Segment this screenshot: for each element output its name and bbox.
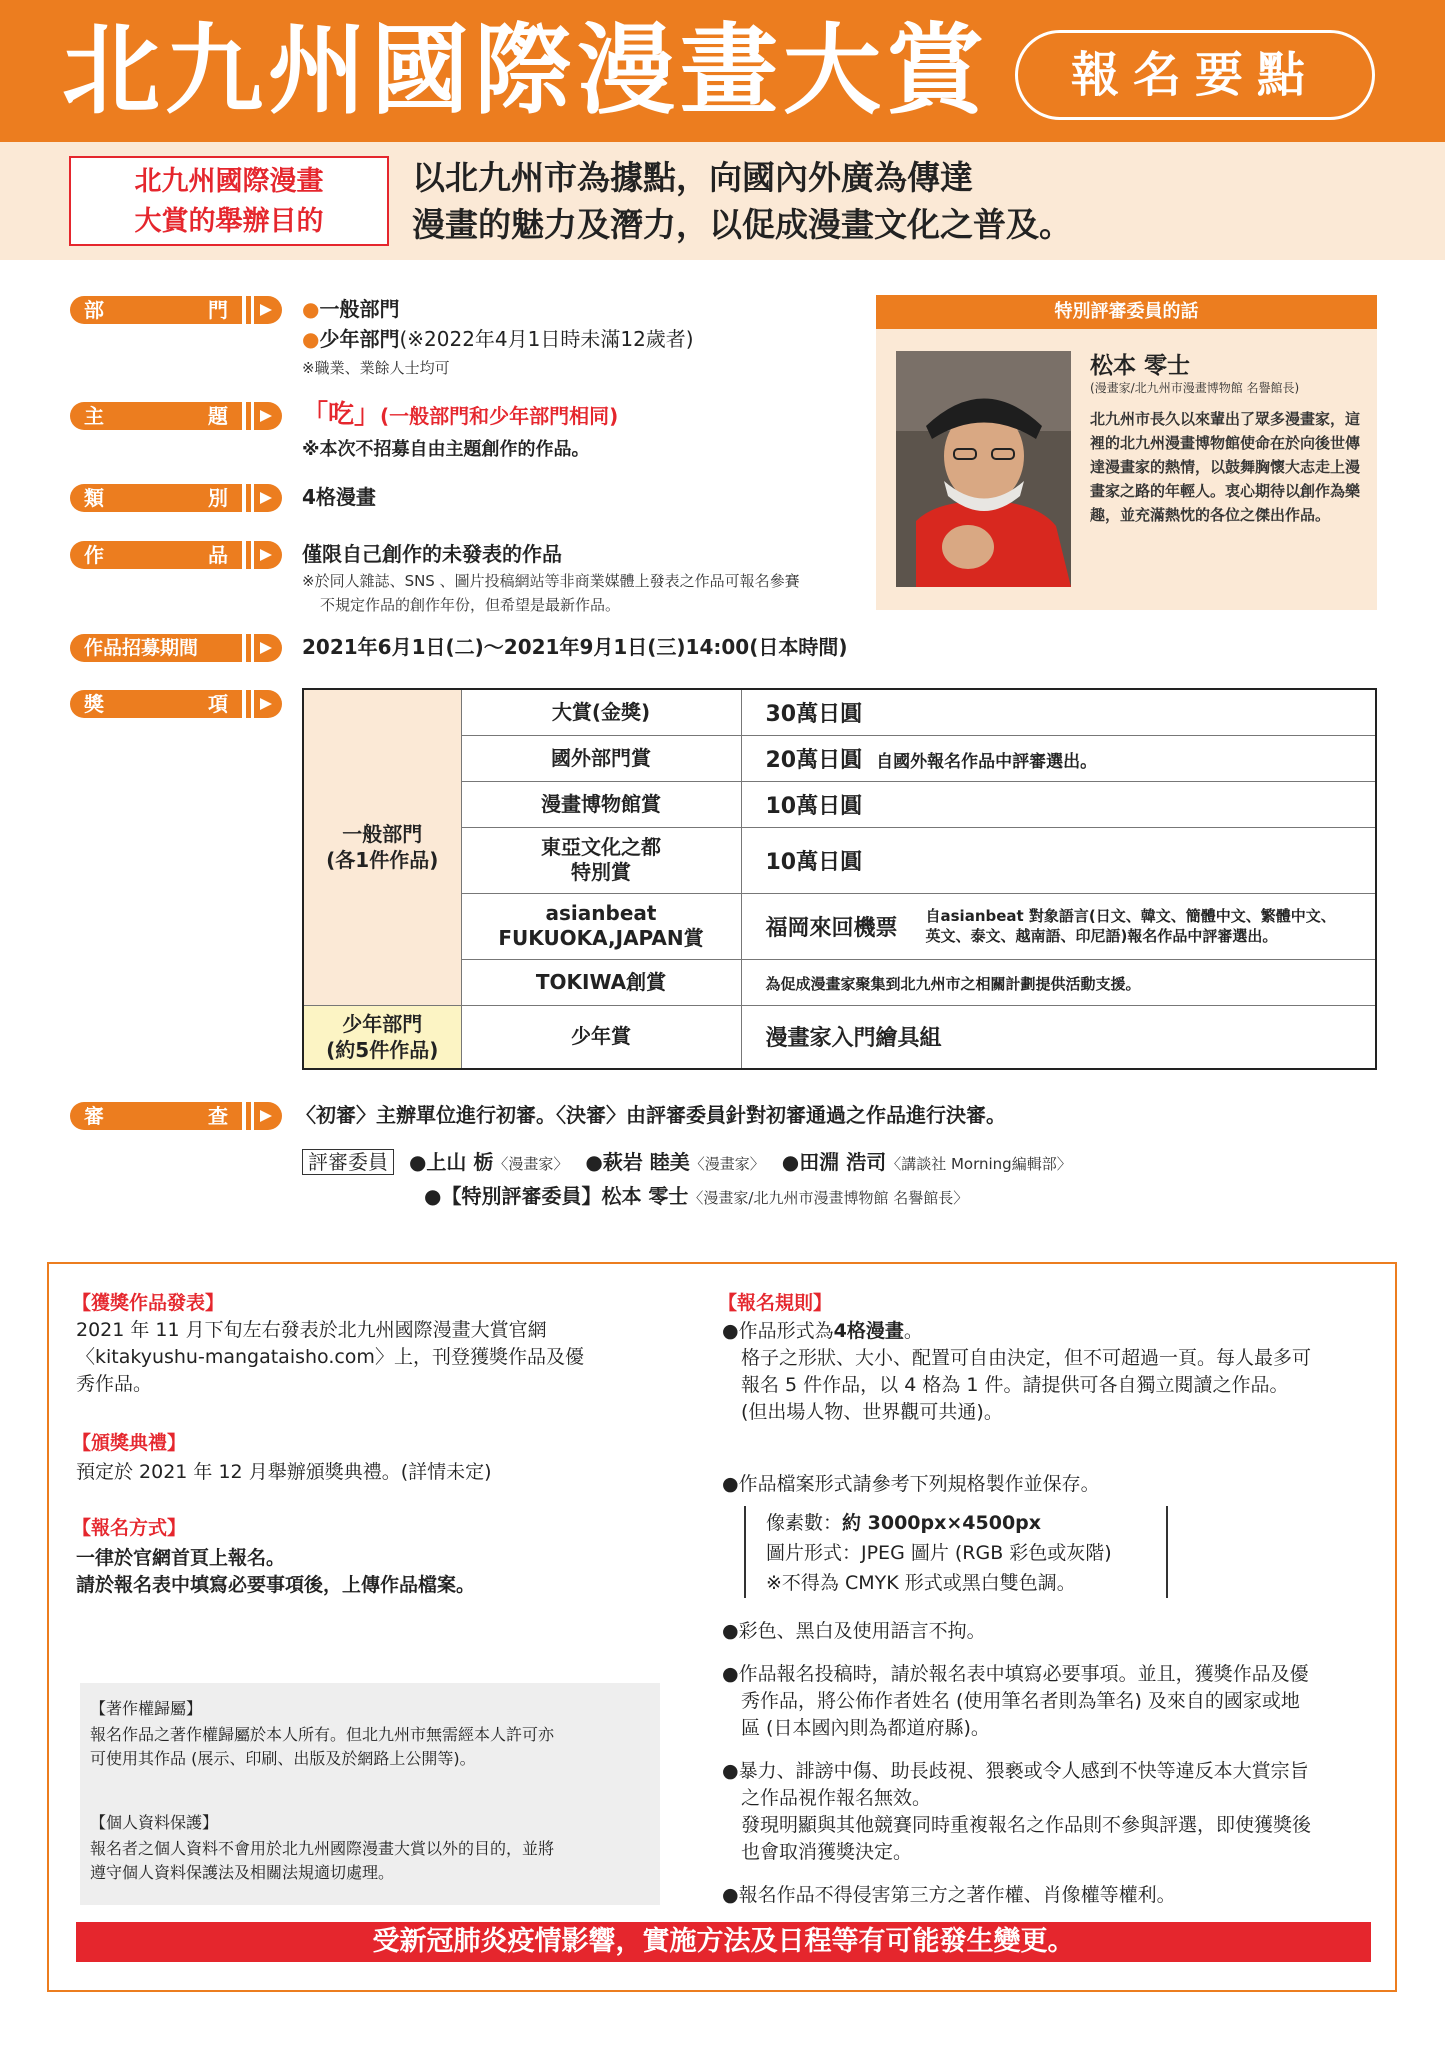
rule-6: ●報名作品不得侵害第三方之著作權、肖像權等權利。 — [722, 1884, 1176, 1906]
award-name: 東亞文化之都 特別賞 — [461, 827, 741, 893]
theme-word-note: (一般部門和少年部門相同) — [380, 404, 619, 428]
prize-value: 10萬日圓 — [741, 781, 1376, 827]
spec-box — [744, 1506, 1168, 1598]
prize-value: 20萬日圓 自國外報名作品中評審選出。 — [741, 735, 1376, 781]
header-banner — [0, 0, 1445, 142]
panel-heading: 特別評審委員的話 — [876, 295, 1377, 329]
announce-title: 【獲獎作品發表】 — [72, 1292, 225, 1314]
prize-value: 10萬日圓 — [741, 827, 1376, 893]
purpose-text-line1: 以北九州市為據點，向國內外廣為傳達 — [412, 158, 973, 197]
header-pill-badge: 報名要點 — [1015, 30, 1375, 120]
arrow-right-icon — [254, 541, 282, 569]
arrow-right-icon — [254, 1102, 282, 1130]
privacy-title: 【個人資料保護】 — [90, 1813, 219, 1832]
special-judge-panel — [876, 295, 1377, 610]
table-row — [303, 1005, 1376, 1069]
rules-title: 【報名規則】 — [718, 1292, 833, 1314]
rule-4: ●作品報名投稿時，請於報名表中填寫必要事項。並且，獲獎作品及優 秀作品，將公佈作者姓名 (使用筆名者則為筆名) 及來自的國家或地 區 (日本國內則為都道府縣)。 — [722, 1663, 1309, 1739]
purpose-label-box — [69, 156, 389, 246]
copyright-line2: 可使用其作品 (展示、印刷、出版及於網路上公開等)。 — [90, 1749, 476, 1768]
review-text: 〈初審〉主辦單位進行初審。〈決審〉由評審委員針對初審通過之作品進行決審。 — [296, 1103, 1006, 1127]
covid-warning-banner: 受新冠肺炎疫情影響，實施方法及日程等有可能發生變更。 — [76, 1922, 1371, 1962]
arrow-right-icon — [254, 296, 282, 324]
award-name: 少年賞 — [461, 1005, 741, 1069]
arrow-right-icon — [254, 402, 282, 430]
label-theme: 主 題 — [70, 402, 280, 430]
privacy-line1: 報名者之個人資料不會用於北九州國際漫畫大賞以外的目的，並將 — [90, 1839, 555, 1858]
prize-note: 為促成漫畫家聚集到北九州市之相關計劃提供活動支援。 — [765, 974, 1141, 993]
judges-label: 評審委員 — [302, 1149, 394, 1175]
award-name: 國外部門賞 — [461, 735, 741, 781]
prize-table — [302, 688, 1377, 1070]
main-title: 北九州國際漫畫大賞 — [62, 14, 990, 128]
method-text: 一律於官網首頁上報名。 請於報名表中填寫必要事項後，上傳作品檔案。 — [76, 1547, 476, 1596]
arrow-right-icon — [254, 690, 282, 718]
table-row — [303, 689, 1376, 735]
label-department: 部 門 — [70, 296, 280, 324]
period-value: 2021年6月1日(二)～2021年9月1日(三)14:00(日本時間) — [302, 635, 848, 659]
department-youth-note: (※2022年4月1日時未滿12歲者) — [399, 327, 694, 351]
arrow-right-icon — [254, 484, 282, 512]
prize-note: 自國外報名作品中評審選出。 — [876, 751, 1098, 772]
label-type: 類 別 — [70, 484, 280, 512]
work-value: 僅限自己創作的未發表的作品 — [302, 542, 562, 566]
work-note1: ※於同人雜誌、SNS 、圖片投稿網站等非商業媒體上發表之作品可報名參賽 — [302, 572, 800, 590]
rule-5: ●暴力、誹謗中傷、助長歧視、猥褻或令人感到不快等違反本大賞宗旨 之作品視作報名無效。 發現明顯與其他競賽同時重複報名之作品則不參與評選，即使獲獎後 也會取消獲獎決定。 — [722, 1760, 1312, 1863]
portrait-illustration-icon — [896, 351, 1071, 587]
copyright-title: 【著作權歸屬】 — [90, 1699, 203, 1718]
purpose-label-line1: 北九州國際漫畫 — [134, 166, 324, 197]
privacy-line2: 遵守個人資料保護法及相關法規適切處理。 — [90, 1863, 395, 1882]
table-row — [303, 735, 1376, 781]
table-row — [303, 893, 1376, 959]
copyright-line1: 報名作品之著作權歸屬於本人所有。但北九州市無需經本人許可亦 — [90, 1725, 555, 1744]
label-work: 作 品 — [70, 541, 280, 569]
department-general: ●一般部門 — [302, 297, 400, 321]
award-name: 大賞(金獎) — [461, 689, 741, 735]
prize-value: 漫畫家入門繪具組 — [741, 1005, 1376, 1069]
award-name: asianbeat FUKUOKA,JAPAN賞 — [461, 893, 741, 959]
label-review: 審 查 — [70, 1102, 280, 1130]
method-title: 【報名方式】 — [72, 1517, 187, 1539]
theme-word: 「吃」(一般部門和少年部門相同) — [302, 400, 619, 430]
prize-value — [741, 959, 1376, 1005]
award-name: TOKIWA創賞 — [461, 959, 741, 1005]
prize-note: 自asianbeat 對象語言(日文、韓文、簡體中文、繁體中文、 英文、泰文、越南語、印尼語)報名作品中評審選出。 — [925, 907, 1336, 945]
judge-portrait — [896, 351, 1071, 587]
department-note: ※職業、業餘人士均可 — [302, 359, 450, 377]
rule-1: ●作品形式為4格漫畫。 格子之形狀、大小、配置可自由決定，但不可超過一頁。每人最多可 報名 5 件作品，以 4 格為 1 件。請提供可各自獨立閱讀之作品。 (但出場人物、世界觀可共通)。 — [722, 1320, 1312, 1423]
general-category-cell: 一般部門 (各1件作品) — [303, 689, 461, 1005]
judges-line2: ●【特別評審委員】松本 零士〈漫畫家/北九州市漫畫博物館 名譽館長〉 — [424, 1184, 969, 1208]
table-row — [303, 781, 1376, 827]
department-youth: ●少年部門(※2022年4月1日時未滿12歲者) — [302, 327, 694, 351]
theme-note: ※本次不招募自由主題創作的作品。 — [302, 439, 590, 460]
ceremony-title: 【頒獎典禮】 — [72, 1432, 187, 1454]
youth-category-cell: 少年部門 (約5件作品) — [303, 1005, 461, 1069]
purpose-text — [412, 154, 1412, 248]
work-note2: 不規定作品的創作年份，但希望是最新作品。 — [320, 596, 621, 614]
label-period: 作品招募期間 — [70, 634, 280, 662]
rule-2: ●作品檔案形式請參考下列規格製作並保存。 — [722, 1473, 1100, 1495]
table-row — [303, 827, 1376, 893]
purpose-label-line2: 大賞的舉辦目的 — [134, 206, 324, 237]
judge-role: (漫畫家/北九州市漫畫博物館 名譽館長) — [1090, 381, 1300, 395]
ceremony-text: 預定於 2021 年 12 月舉辦頒獎典禮。(詳情未定) — [76, 1461, 492, 1483]
announce-text: 2021 年 11 月下旬左右發表於北九州國際漫畫大賞官網 〈kitakyushu-mangataisho.com〉上，刊登獲獎作品及優 秀作品。 — [76, 1319, 584, 1395]
judge-quote: 北九州市長久以來輩出了眾多漫畫家，這裡的北九州漫畫博物館使命在於向後世傳達漫畫家的熱情，以鼓舞胸懷大志走上漫畫家之路的年輕人。衷心期待以創作為樂趣，並充滿熱忱的各位之傑出作品。 — [1090, 410, 1361, 524]
prize-value: 福岡來回機票 自asianbeat 對象語言(日文、韓文、簡體中文、繁體中文、 英文、泰文、越南語、印尼語)報名作品中評審選出。 — [741, 893, 1376, 959]
spec-note: ※不得為 CMYK 形式或黑白雙色調。 — [766, 1572, 1076, 1594]
prize-value: 30萬日圓 — [741, 689, 1376, 735]
type-value: 4格漫畫 — [302, 485, 376, 509]
rule-3: ●彩色、黑白及使用語言不拘。 — [722, 1620, 986, 1642]
table-row — [303, 959, 1376, 1005]
purpose-text-line2: 漫畫的魅力及潛力，以促成漫畫文化之普及。 — [412, 205, 1072, 244]
judge-name: 松本 零士 — [1090, 353, 1191, 379]
judges-line1: 評審委員 ●上山 栃〈漫畫家〉 ●萩岩 睦美〈漫畫家〉 ●田淵 浩司〈講談社 Morning編輯部〉 — [302, 1148, 1072, 1176]
label-prize: 獎 項 — [70, 690, 280, 718]
award-name: 漫畫博物館賞 — [461, 781, 741, 827]
notice-panel — [80, 1683, 660, 1905]
spec-format: 圖片形式：JPEG 圖片 (RGB 彩色或灰階) — [766, 1542, 1112, 1564]
spec-pixels: 像素數：約 3000px×4500px — [766, 1512, 1042, 1534]
arrow-right-icon — [254, 634, 282, 662]
